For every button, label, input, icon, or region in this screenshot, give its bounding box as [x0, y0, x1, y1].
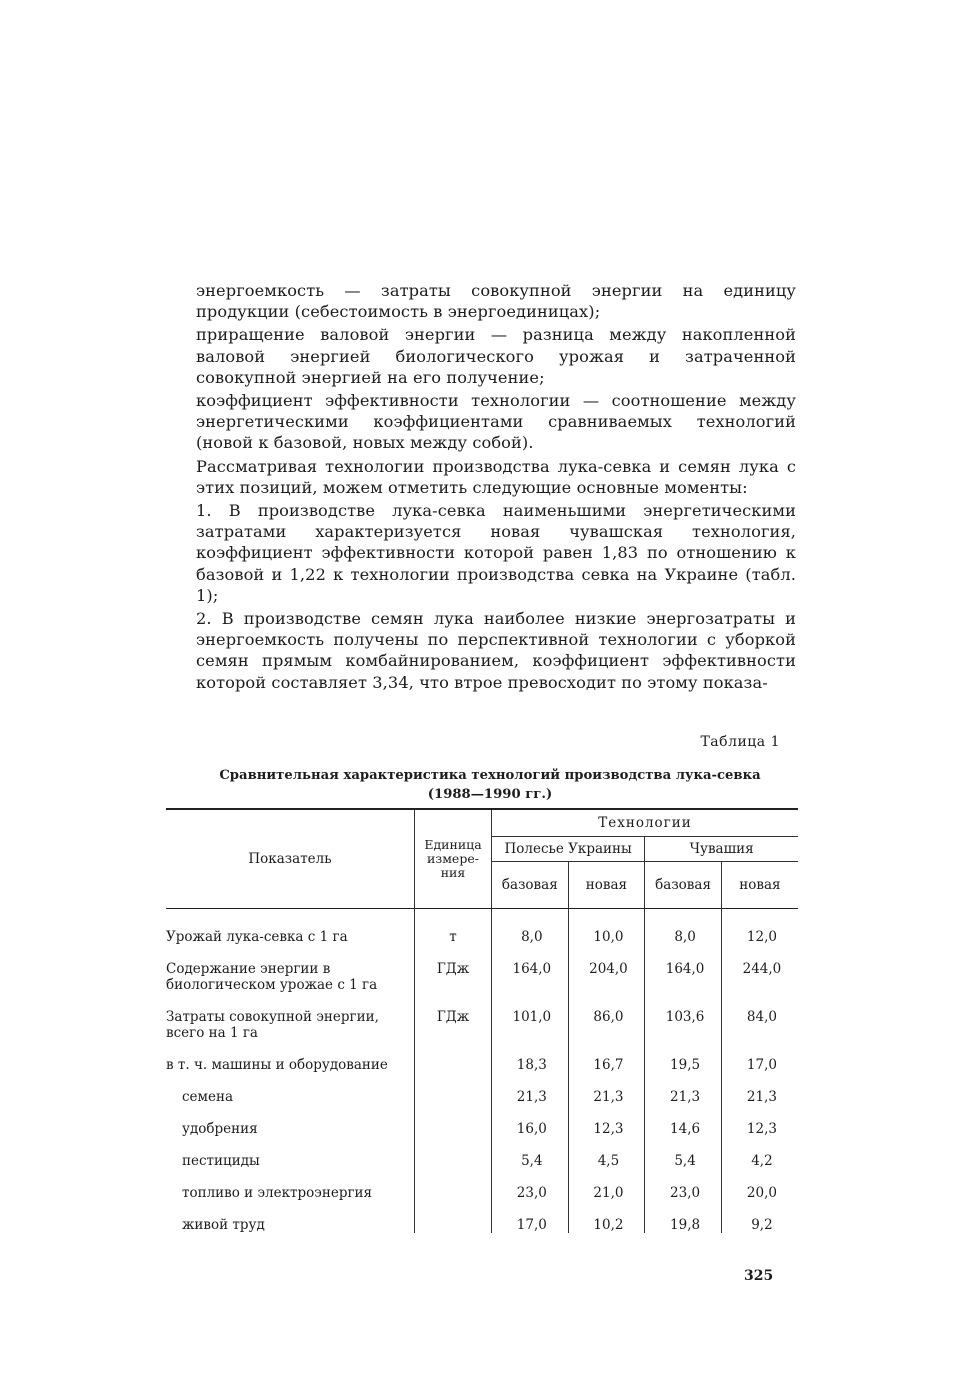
- cell-chuvashia-base: 23,0: [645, 1185, 722, 1217]
- header-chuvashia-new: новая: [721, 862, 798, 909]
- table-row: [166, 1089, 798, 1121]
- row-unit: [415, 1057, 492, 1089]
- cell-polesye-base: 164,0: [492, 961, 569, 1009]
- cell-chuvashia-new: 12,0: [721, 909, 798, 962]
- header-region-chuvashia: Чувашия: [645, 837, 798, 862]
- cell-polesye-base: 17,0: [492, 1217, 569, 1233]
- row-unit: [415, 1089, 492, 1121]
- row-unit: ГДж: [415, 961, 492, 1009]
- cell-polesye-new: 12,3: [568, 1121, 645, 1153]
- row-label-text: семена: [182, 1089, 234, 1105]
- row-label: [166, 1121, 415, 1153]
- cell-chuvashia-new: 17,0: [721, 1057, 798, 1089]
- row-label-text: удобрения: [182, 1121, 258, 1137]
- row-unit: [415, 1185, 492, 1217]
- table-row: [166, 1057, 798, 1089]
- table-row: [166, 909, 798, 962]
- cell-chuvashia-new: 84,0: [721, 1009, 798, 1057]
- paragraph-point-1: 1. В производстве лука-севка наименьшими энергетическими затратами характеризуется новая чувашская технология, коэффициент эффективности которой равен 1,83 по отношению к базовой и 1,22 к технологии производства севка на Украине (табл. 1);: [196, 501, 796, 605]
- header-polesye-new: новая: [568, 862, 645, 909]
- row-label: Затраты совокупной энергии, всего на 1 га: [166, 1009, 379, 1041]
- cell-chuvashia-base: 19,5: [645, 1057, 722, 1089]
- cell-polesye-new: 21,0: [568, 1185, 645, 1217]
- cell-chuvashia-new: 20,0: [721, 1185, 798, 1217]
- table-row: [166, 1009, 798, 1057]
- table-row: [166, 961, 798, 1009]
- cell-chuvashia-new: 244,0: [721, 961, 798, 1009]
- body-text: [196, 280, 796, 695]
- cell-polesye-base: 5,4: [492, 1153, 569, 1185]
- row-unit: т: [415, 909, 492, 962]
- table-row: [166, 1153, 798, 1185]
- cell-polesye-new: 16,7: [568, 1057, 645, 1089]
- cell-chuvashia-base: 103,6: [645, 1009, 722, 1057]
- page-number: 325: [744, 1268, 774, 1284]
- cell-polesye-new: 4,5: [568, 1153, 645, 1185]
- header-region-polesye: Полесье Украины: [492, 837, 645, 862]
- row-unit: [415, 1217, 492, 1233]
- cell-polesye-new: 204,0: [568, 961, 645, 1009]
- row-label: Урожай лука-севка с 1 га: [166, 929, 348, 945]
- paragraph-considering: Рассматривая технологии производства лука-севка и семян лука с этих позиций, можем отметить следующие основные моменты:: [196, 456, 796, 497]
- table-title-line-1: Сравнительная характеристика технологий производства лука-севка: [219, 768, 761, 783]
- paragraph-gross-energy-increment: приращение валовой энергии — разница между накопленной валовой энергией биологического урожая и затраченной совокупной энергией на его получение;: [196, 325, 796, 387]
- row-label-text: пестициды: [182, 1153, 260, 1169]
- cell-polesye-new: 21,3: [568, 1089, 645, 1121]
- row-label: Содержание энергии в биологическом урожае с 1 га: [166, 961, 378, 993]
- cell-polesye-base: 18,3: [492, 1057, 569, 1089]
- table-row: [166, 1185, 798, 1217]
- paragraph-point-2: 2. В производстве семян лука наиболее низкие энергозатраты и энергоемкость получены по перспективной технологии с уборкой семян прямым комбайнированием, коэффициент эффективности которой составляет 3,34, что втрое превосходит по этому показа-: [196, 609, 796, 692]
- row-label: [166, 1153, 415, 1185]
- cell-chuvashia-new: 9,2: [721, 1217, 798, 1233]
- cell-polesye-new: 10,0: [568, 909, 645, 962]
- row-label-text: живой труд: [182, 1217, 265, 1233]
- cell-polesye-base: 23,0: [492, 1185, 569, 1217]
- header-chuvashia-base: базовая: [645, 862, 722, 909]
- cell-chuvashia-base: 19,8: [645, 1217, 722, 1233]
- cell-chuvashia-base: 21,3: [645, 1089, 722, 1121]
- table-row: [166, 1217, 798, 1233]
- cell-polesye-new: 86,0: [568, 1009, 645, 1057]
- row-label: в т. ч. машины и оборудование: [166, 1057, 388, 1073]
- row-label: [166, 1089, 415, 1121]
- header-unit: Единица измере-ния: [415, 809, 492, 909]
- cell-chuvashia-new: 4,2: [721, 1153, 798, 1185]
- cell-chuvashia-base: 8,0: [645, 909, 722, 962]
- cell-chuvashia-base: 14,6: [645, 1121, 722, 1153]
- cell-chuvashia-new: 21,3: [721, 1089, 798, 1121]
- row-label-text: топливо и электроэнергия: [182, 1185, 373, 1201]
- cell-polesye-base: 101,0: [492, 1009, 569, 1057]
- table-number: Таблица 1: [700, 734, 780, 750]
- row-unit: [415, 1121, 492, 1153]
- header-polesye-base: базовая: [492, 862, 569, 909]
- row-label: [166, 1185, 415, 1217]
- cell-polesye-base: 8,0: [492, 909, 569, 962]
- cell-polesye-base: 16,0: [492, 1121, 569, 1153]
- paragraph-energy-intensity: энергоемкость — затраты совокупной энергии на единицу продукции (себестоимость в энергоединицах);: [196, 281, 796, 322]
- comparison-table-wrapper: [166, 808, 798, 1233]
- cell-chuvashia-new: 12,3: [721, 1121, 798, 1153]
- table-title: [170, 766, 810, 804]
- cell-polesye-new: 10,2: [568, 1217, 645, 1233]
- table-title-line-2: (1988—1990 гг.): [427, 787, 553, 802]
- header-indicator: Показатель: [166, 809, 415, 909]
- row-unit: [415, 1153, 492, 1185]
- row-label: [166, 1217, 415, 1233]
- table-row: [166, 1121, 798, 1153]
- header-technologies: Технологии: [492, 809, 799, 837]
- cell-polesye-base: 21,3: [492, 1089, 569, 1121]
- paragraph-efficiency-coefficient: коэффициент эффективности технологии — соотношение между энергетическими коэффициентами сравниваемых технологий (новой к базовой, новых между собой).: [196, 391, 796, 453]
- row-unit: ГДж: [415, 1009, 492, 1057]
- comparison-table: [166, 808, 798, 1233]
- cell-chuvashia-base: 164,0: [645, 961, 722, 1009]
- cell-chuvashia-base: 5,4: [645, 1153, 722, 1185]
